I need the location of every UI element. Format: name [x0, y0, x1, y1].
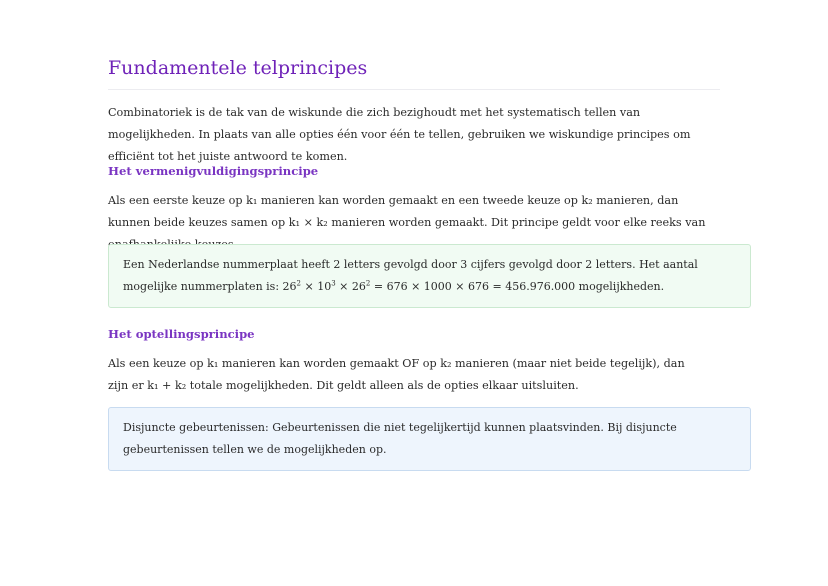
section-heading-addition: Het optellingsprincipe: [108, 327, 255, 341]
definition-text: Disjuncte gebeurtenissen: Gebeurtenissen die niet tegelijkertijd kunnen plaatsvinden. Bij disjuncte gebeurtenissen tellen we de mogelijkheden op.: [123, 421, 677, 456]
formula-exp-b: 3: [331, 279, 336, 288]
formula-term-b: 10: [317, 280, 332, 293]
example-result: = 676 × 1000 × 676 = 456.976.000 mogelijkheden.: [370, 280, 665, 293]
definition-box: [108, 407, 751, 471]
formula-exp-a: 2: [296, 279, 301, 288]
intro-paragraph: Combinatoriek is de tak van de wiskunde die zich bezighoudt met het systematisch tellen van mogelijkheden. In plaats van alle opties één voor één te tellen, gebruiken we wiskundige principes om efficiënt tot het juiste antwoord te komen.: [108, 106, 691, 163]
addition-paragraph: Als een keuze op k₁ manieren kan worden gemaakt OF op k₂ manieren (maar niet beide tegelijk), dan zijn er k₁ + k₂ totale mogelijkheden. Dit geldt alleen als de opties elkaar uitsluiten.: [108, 357, 685, 392]
example-box: [108, 244, 751, 308]
formula-term-a: 26: [282, 280, 297, 293]
page-title: Fundamentele telprincipes: [108, 57, 720, 90]
formula-term-c: 26: [351, 280, 366, 293]
example-text: Een Nederlandse nummerplaat heeft 2 letters gevolgd door 3 cijfers gevolgd door 2 letters. Het aantal mogelijke nummerplaten is:: [123, 258, 698, 293]
section-heading-multiplication: Het vermenigvuldigingsprincipe: [108, 164, 319, 178]
multiplication-paragraph: Als een eerste keuze op k₁ manieren kan worden gemaakt en een tweede keuze op k₂ manieren, dan kunnen beide keuzes samen op k₁ × k₂ manieren worden gemaakt. Dit principe geldt voor elke reeks van: [108, 194, 706, 229]
formula-exp-c: 2: [365, 279, 371, 288]
example-formula: $26^2 \times 10^3 \times 26^2$: [282, 279, 371, 293]
